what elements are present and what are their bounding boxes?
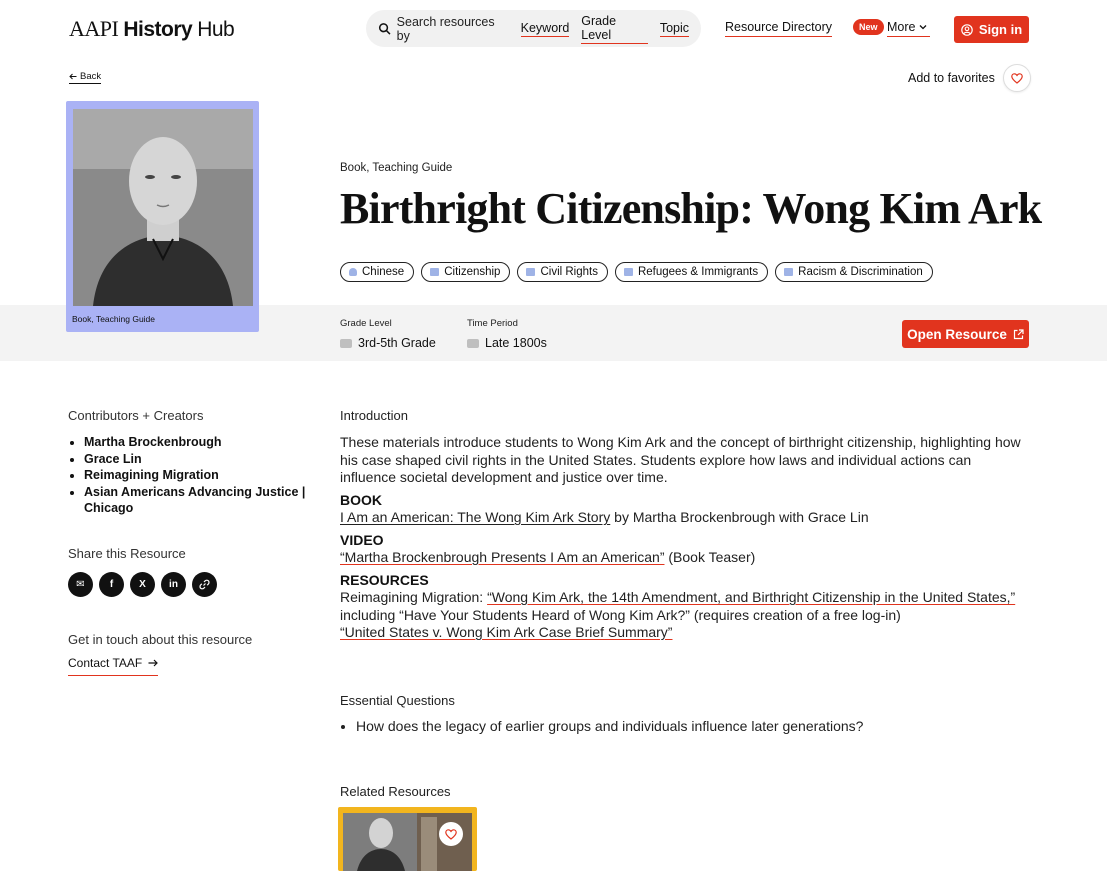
time-period-label: Time Period xyxy=(467,318,518,329)
tag-racism-discrimination[interactable] xyxy=(775,262,933,282)
video-heading: VIDEO xyxy=(340,531,384,548)
logo-history: History xyxy=(123,18,193,41)
contributor-item: • Reimagining Migration xyxy=(84,467,309,484)
contributors-heading: Contributors + Creators xyxy=(68,408,204,423)
page-title: Birthright Citizenship: Wong Kim Ark xyxy=(340,184,1042,233)
email-icon: ✉ xyxy=(76,579,85,590)
card-caption: Book, Teaching Guide xyxy=(72,314,156,324)
grade-level-label: Grade Level xyxy=(340,318,392,329)
tag-label: Citizenship xyxy=(444,266,501,278)
essential-questions-heading: Essential Questions xyxy=(340,693,455,708)
grade-level-value: 3rd-5th Grade xyxy=(358,336,436,350)
arrow-right-icon xyxy=(148,659,158,667)
resources-line xyxy=(340,589,1030,624)
resources-heading: RESOURCES xyxy=(340,571,429,588)
share-link-button[interactable] xyxy=(192,572,217,597)
external-link-icon xyxy=(1013,329,1024,340)
user-circle-icon xyxy=(961,24,973,36)
book-suffix: by Martha Brockenbrough with Grace Lin xyxy=(610,509,869,525)
add-to-favorites-label: Add to favorites xyxy=(908,71,995,85)
introduction-body xyxy=(340,434,1030,647)
search-by-grade-level-link[interactable]: Grade Level xyxy=(581,14,648,44)
share-email-button[interactable] xyxy=(68,572,93,597)
contributors-list xyxy=(84,434,309,517)
search-bar[interactable] xyxy=(366,10,701,47)
resource-type-label: Book, Teaching Guide xyxy=(340,162,453,174)
video-line xyxy=(340,549,1030,567)
related-resources-heading: Related Resources xyxy=(340,784,451,799)
tag-refugees-immigrants[interactable] xyxy=(615,262,768,282)
grade-level-meta xyxy=(340,318,436,350)
tag-chinese[interactable] xyxy=(340,262,414,282)
tag-label: Chinese xyxy=(362,266,405,278)
resource-image-card xyxy=(66,101,259,332)
facebook-icon: f xyxy=(109,579,114,590)
portrait-illustration xyxy=(73,109,253,306)
book-link[interactable]: I Am an American: The Wong Kim Ark Story xyxy=(340,509,611,525)
share-facebook-button[interactable] xyxy=(99,572,124,597)
contributor-item: • Asian Americans Advancing Justice | Chicago xyxy=(84,484,309,517)
case-brief-line xyxy=(340,624,1030,642)
contact-label: Contact TAAF xyxy=(68,656,143,670)
back-label: Back xyxy=(80,71,102,82)
tag-label: Racism & Discrimination xyxy=(798,266,923,278)
search-icon xyxy=(378,22,392,36)
book-heading: BOOK xyxy=(340,491,382,508)
new-badge: New xyxy=(853,19,884,35)
more-menu[interactable] xyxy=(887,20,930,37)
folder-icon xyxy=(430,268,439,276)
case-brief-link[interactable]: “United States v. Wong Kim Ark Case Brief Summary” xyxy=(340,624,673,640)
resources-suffix: including “Have Your Students Heard of Wong Kim Ark?” (requires creation of a free log-in) xyxy=(340,606,901,623)
share-x-button[interactable] xyxy=(130,572,155,597)
chevron-down-icon xyxy=(919,24,927,30)
search-by-keyword-link[interactable]: Keyword xyxy=(520,20,570,35)
folder-icon xyxy=(526,268,535,276)
tag-citizenship[interactable] xyxy=(421,262,510,282)
video-suffix: (Book Teaser) xyxy=(664,549,756,565)
contributor-item: • Martha Brockenbrough xyxy=(84,434,309,451)
x-icon: X xyxy=(139,579,146,590)
linkedin-icon: in xyxy=(169,579,178,590)
graduation-cap-icon xyxy=(340,339,352,348)
book-line xyxy=(340,509,1030,527)
back-link[interactable] xyxy=(69,71,101,84)
heart-icon xyxy=(1011,73,1023,84)
resources-prefix: Reimagining Migration: xyxy=(340,589,488,605)
resource-directory-link[interactable]: Resource Directory xyxy=(725,20,832,37)
intro-paragraph: These materials introduce students to Wong Kim Ark and the concept of birthright citizenship, highlighting how his case shaped civil rights in the United States. Students explore how laws and individual actions can influence societal development and justice over time. xyxy=(340,434,1021,485)
person-icon xyxy=(349,268,357,276)
time-period-meta xyxy=(467,318,547,350)
tag-label: Refugees & Immigrants xyxy=(637,266,759,278)
heart-icon xyxy=(445,829,457,840)
site-logo[interactable] xyxy=(69,16,234,42)
tag-civil-rights[interactable] xyxy=(517,262,608,282)
sign-in-label: Sign in xyxy=(978,22,1023,37)
open-resource-label: Open Resource xyxy=(907,326,1007,342)
link-icon xyxy=(199,579,210,590)
more-label: More xyxy=(887,20,916,34)
contact-heading: Get in touch about this resource xyxy=(68,632,253,647)
time-period-value: Late 1800s xyxy=(485,336,547,350)
share-linkedin-button[interactable] xyxy=(161,572,186,597)
essential-question-item: • How does the legacy of earlier groups and individuals influence later generations? xyxy=(356,718,863,734)
introduction-heading: Introduction xyxy=(340,408,408,423)
arrow-left-icon xyxy=(69,73,77,80)
contact-taaf-link[interactable] xyxy=(68,656,158,676)
add-to-favorites[interactable] xyxy=(908,64,1031,92)
scroll-icon xyxy=(467,339,479,348)
tag-label: Civil Rights xyxy=(540,266,598,278)
tag-list xyxy=(340,262,933,282)
logo-aapi: AAPI xyxy=(69,16,119,41)
share-buttons xyxy=(68,572,217,597)
logo-hub: Hub xyxy=(197,18,235,41)
related-favorite-button[interactable] xyxy=(439,822,463,846)
sign-in-button[interactable] xyxy=(954,16,1029,43)
related-resource-card[interactable] xyxy=(338,807,477,871)
share-heading: Share this Resource xyxy=(68,546,186,561)
folder-icon xyxy=(624,268,633,276)
contributor-item: • Grace Lin xyxy=(84,451,309,468)
search-prompt: Search resources by xyxy=(396,14,495,43)
reimagining-migration-link[interactable]: “Wong Kim Ark, the 14th Amendment, and Birthright Citizenship in the United States,” xyxy=(487,589,1016,605)
essential-questions-list xyxy=(356,718,863,734)
open-resource-button[interactable] xyxy=(902,320,1029,348)
folder-icon xyxy=(784,268,793,276)
search-by-topic-link[interactable]: Topic xyxy=(659,20,689,35)
video-link[interactable]: “Martha Brockenbrough Presents I Am an American” xyxy=(340,549,665,565)
wong-kim-ark-photo xyxy=(73,109,253,306)
favorite-button[interactable] xyxy=(1003,64,1031,92)
